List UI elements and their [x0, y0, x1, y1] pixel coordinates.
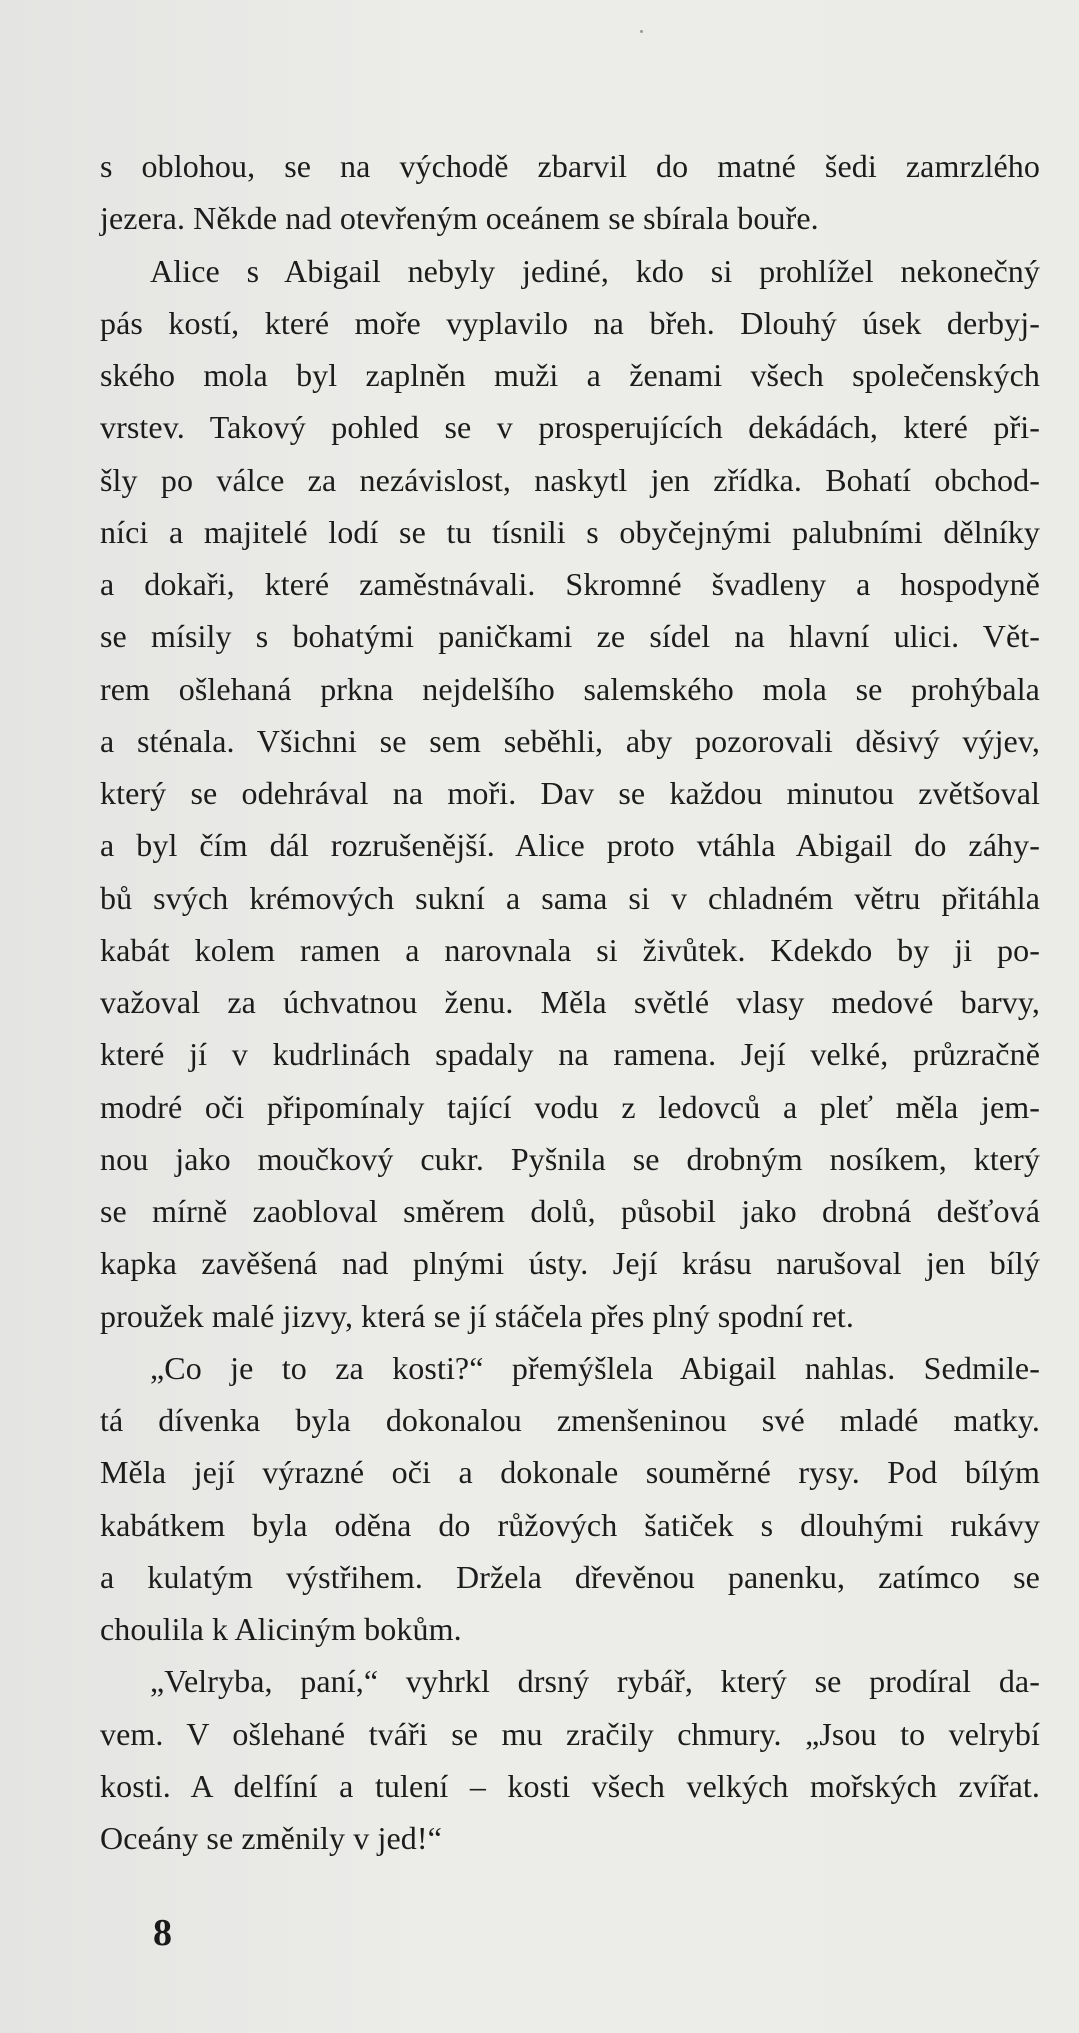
- text-line: bů svých krémových sukní a sama si v chladném větru přitáhla: [100, 879, 1040, 916]
- text-line: proužek malé jizvy, která se jí stáčela přes plný spodní ret.: [100, 1297, 854, 1334]
- text-line: níci a majitelé lodí se tu tísnili s obyčejnými palubními dělníky: [100, 513, 1040, 550]
- text-line: „Velryba, paní,“ vyhrkl drsný rybář, který se prodíral da-: [150, 1663, 1040, 1700]
- page-number: 8: [153, 1912, 172, 1954]
- text-line: vrstev. Takový pohled se v prosperujících dekádách, které při-: [100, 409, 1040, 446]
- text-line: který se odehrával na moři. Dav se každou minutou zvětšoval: [100, 775, 1040, 811]
- text-line: ského mola byl zaplněn muži a ženami všech společenských: [100, 357, 1040, 393]
- text-line: Měla její výrazné oči a dokonale souměrné rysy. Pod bílým: [100, 1454, 1040, 1491]
- text-line: Alice s Abigail nebyly jediné, kdo si prohlížel nekonečný: [150, 252, 1040, 289]
- text-line: a kulatým výstřihem. Držela dřevěnou panenku, zatímco se: [100, 1558, 1040, 1595]
- text-line: a sténala. Všichni se sem seběhli, aby pozorovali děsivý výjev,: [100, 722, 1040, 759]
- text-line: nou jako moučkový cukr. Pyšnila se drobným nosíkem, který: [100, 1140, 1040, 1177]
- text-line: kabát kolem ramen a narovnala si živůtek. Kdekdo by ji po-: [100, 931, 1040, 968]
- text-line: choulila k Aliciným bokům.: [100, 1611, 462, 1647]
- text-line: vem. V ošlehané tváři se mu zračily chmury. „Jsou to velrybí: [100, 1715, 1040, 1752]
- text-line: kosti. A delfíní a tulení – kosti všech velkých mořských zvířat.: [100, 1767, 1040, 1804]
- body-text: [100, 140, 1040, 1864]
- text-line: važoval za úchvatnou ženu. Měla světlé vlasy medové barvy,: [100, 984, 1040, 1020]
- text-line: kabátkem byla oděna do růžových šatiček s dlouhými rukávy: [100, 1506, 1040, 1543]
- text-line: modré oči připomínaly tající vodu z ledovců a pleť měla jem-: [100, 1088, 1040, 1125]
- text-line: Oceány se změnily v jed!“: [100, 1820, 442, 1856]
- text-line: kapka zavěšená nad plnými ústy. Její krásu narušoval jen bílý: [100, 1245, 1040, 1282]
- text-line: které jí v kudrlinách spadaly na ramena. Její velké, průzračně: [100, 1036, 1040, 1073]
- text-line: „Co je to za kosti?“ přemýšlela Abigail nahlas. Sedmile-: [150, 1349, 1040, 1386]
- text-line: se mírně zaobloval směrem dolů, působil jako drobná dešťová: [100, 1193, 1040, 1229]
- text-line: pás kostí, které moře vyplavilo na břeh. Dlouhý úsek derbyj-: [100, 304, 1040, 341]
- text-line: rem ošlehaná prkna nejdelšího salemského mola se prohýbala: [100, 670, 1040, 707]
- text-line: šly po válce za nezávislost, naskytl jen zřídka. Bohatí obchod-: [100, 461, 1040, 498]
- text-line: se mísily s bohatými paničkami ze sídel na hlavní ulici. Vět-: [100, 618, 1040, 655]
- text-line: s oblohou, se na východě zbarvil do matné šedi zamrzlého: [100, 148, 1040, 184]
- paper-speck: [640, 30, 643, 33]
- text-line: jezera. Někde nad otevřeným oceánem se sbírala bouře.: [100, 200, 819, 237]
- text-line: a dokaři, které zaměstnávali. Skromné švadleny a hospodyně: [100, 566, 1040, 602]
- text-line: a byl čím dál rozrušenější. Alice proto vtáhla Abigail do záhy-: [100, 827, 1040, 864]
- text-line: tá dívenka byla dokonalou zmenšeninou své mladé matky.: [100, 1402, 1040, 1438]
